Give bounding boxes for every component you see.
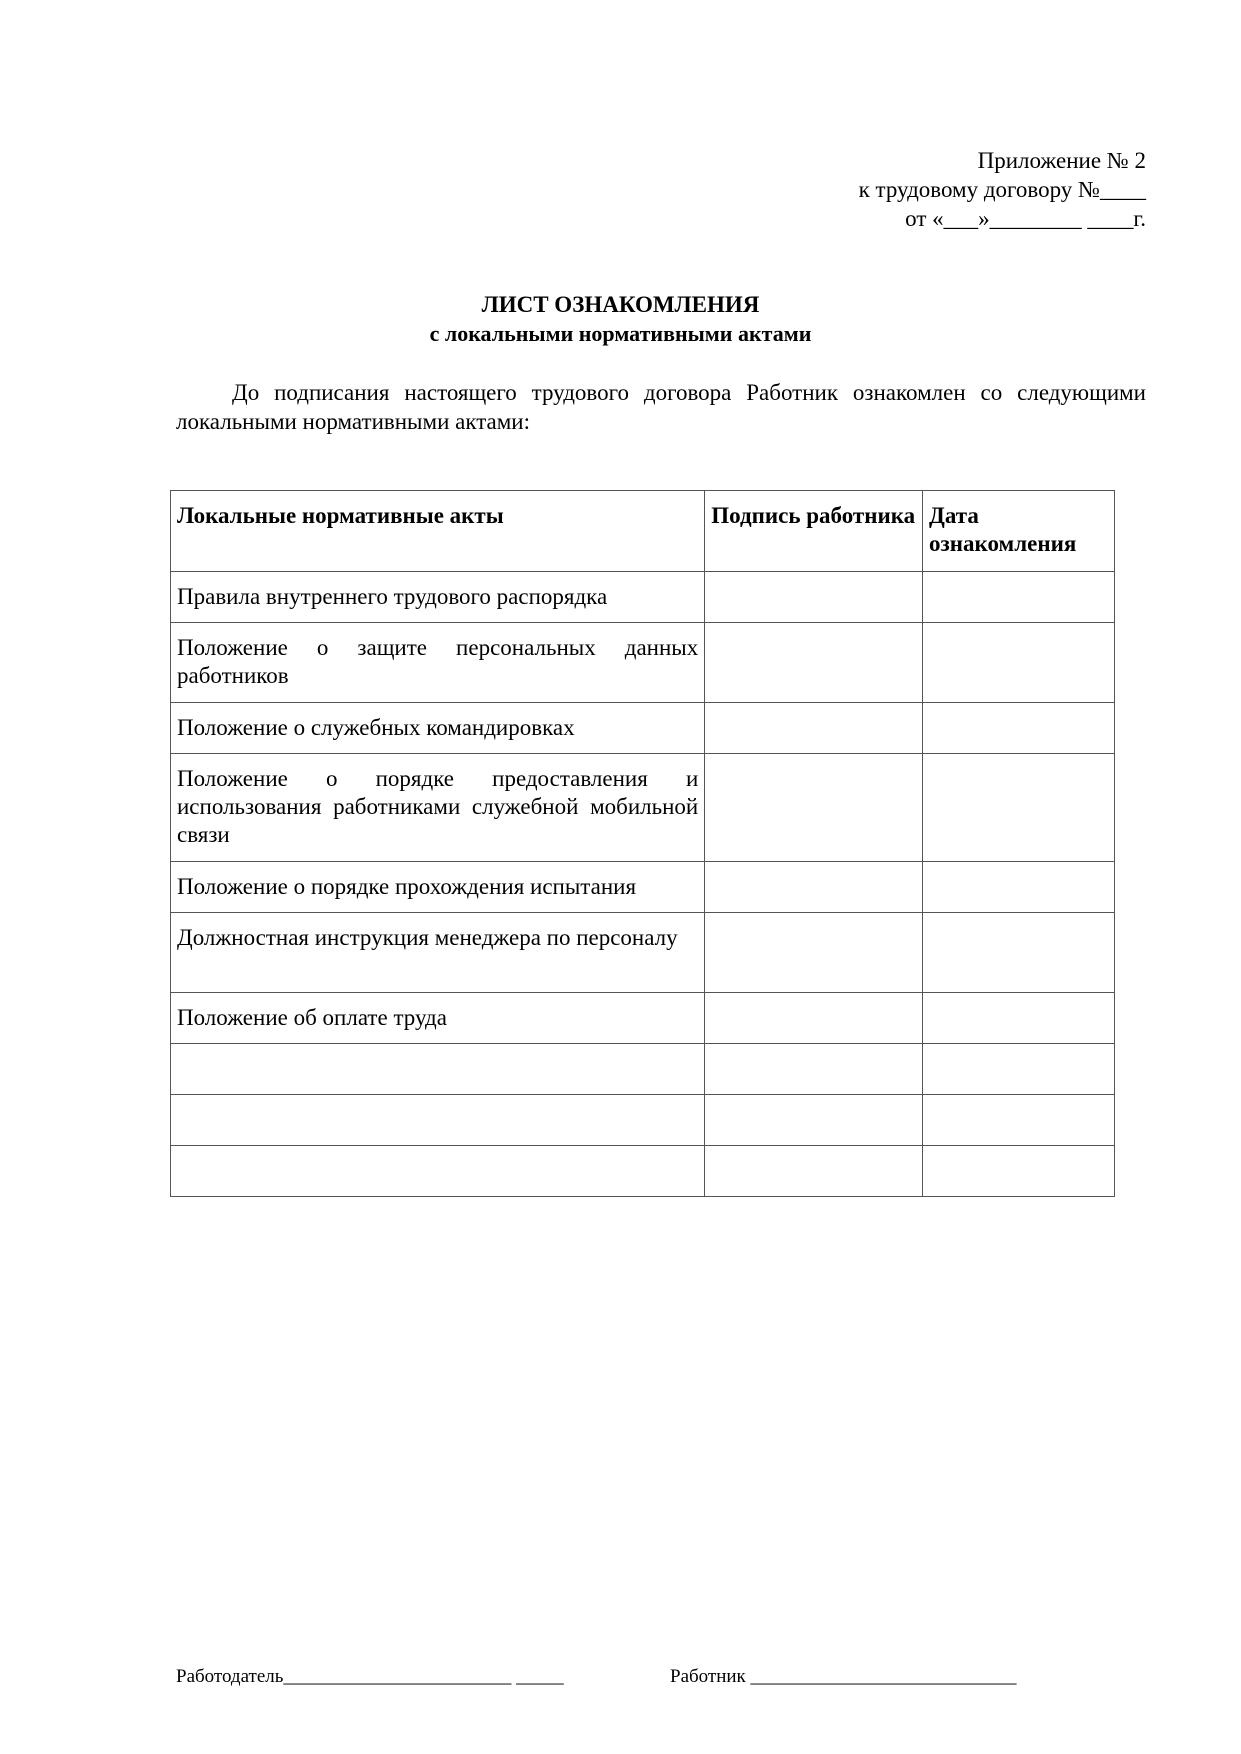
employer-signature-line[interactable]: Работодатель________________________ _____ <box>176 1666 564 1687</box>
table-row <box>171 754 1115 862</box>
appendix-line-1: Приложение № 2 <box>977 148 1146 173</box>
table-header-row <box>171 491 1115 572</box>
signature-cell[interactable] <box>705 913 923 993</box>
act-name-empty[interactable] <box>171 1044 705 1095</box>
act-name: Правила внутреннего трудового распорядка <box>171 572 705 623</box>
date-cell[interactable] <box>923 1095 1115 1146</box>
act-name-empty[interactable] <box>171 1095 705 1146</box>
table-row <box>171 913 1115 993</box>
table-row-empty <box>171 1095 1115 1146</box>
signature-cell[interactable] <box>705 1146 923 1197</box>
date-cell[interactable] <box>923 754 1115 862</box>
act-name: Должностная инструкция менеджера по персоналу <box>171 913 705 993</box>
date-cell[interactable] <box>923 623 1115 703</box>
act-name: Положение о порядке предоставления и использования работниками служебной мобильной связи <box>171 754 705 862</box>
employee-signature-line[interactable]: Работник ____________________________ <box>670 1666 1017 1687</box>
title-main: ЛИСТ ОЗНАКОМЛЕНИЯ <box>481 292 760 317</box>
table-row-empty <box>171 1146 1115 1197</box>
table-row <box>171 572 1115 623</box>
date-cell[interactable] <box>923 1146 1115 1197</box>
appendix-line-3: от «___»________ ____г. <box>905 206 1146 231</box>
appendix-header <box>859 146 1146 233</box>
table-row <box>171 993 1115 1044</box>
signature-cell[interactable] <box>705 993 923 1044</box>
header-date: Дата ознакомления <box>923 491 1115 572</box>
table-row <box>171 623 1115 703</box>
intro-paragraph: До подписания настоящего трудового договора Работник ознакомлен со следующими локальными нормативными актами: <box>176 380 1146 434</box>
date-cell[interactable] <box>923 913 1115 993</box>
title-subtitle: с локальными нормативными актами <box>429 321 812 346</box>
signature-cell[interactable] <box>705 703 923 754</box>
document-title <box>0 290 1241 348</box>
table-row <box>171 703 1115 754</box>
table-row <box>171 862 1115 913</box>
signature-cell[interactable] <box>705 1044 923 1095</box>
signature-cell[interactable] <box>705 754 923 862</box>
signature-cell[interactable] <box>705 1095 923 1146</box>
acts-table <box>170 490 1115 1197</box>
signature-cell[interactable] <box>705 623 923 703</box>
date-cell[interactable] <box>923 572 1115 623</box>
act-name-empty[interactable] <box>171 1146 705 1197</box>
act-name: Положение о служебных командировках <box>171 703 705 754</box>
signature-cell[interactable] <box>705 572 923 623</box>
date-cell[interactable] <box>923 993 1115 1044</box>
header-signature: Подпись работника <box>705 491 923 572</box>
header-acts: Локальные нормативные акты <box>171 491 705 572</box>
date-cell[interactable] <box>923 703 1115 754</box>
date-cell[interactable] <box>923 1044 1115 1095</box>
appendix-line-2: к трудовому договору №____ <box>858 177 1146 202</box>
act-name: Положение о порядке прохождения испытания <box>171 862 705 913</box>
date-cell[interactable] <box>923 862 1115 913</box>
act-name: Положение о защите персональных данных работников <box>171 623 705 703</box>
table-row-empty <box>171 1044 1115 1095</box>
signature-cell[interactable] <box>705 862 923 913</box>
act-name: Положение об оплате труда <box>171 993 705 1044</box>
